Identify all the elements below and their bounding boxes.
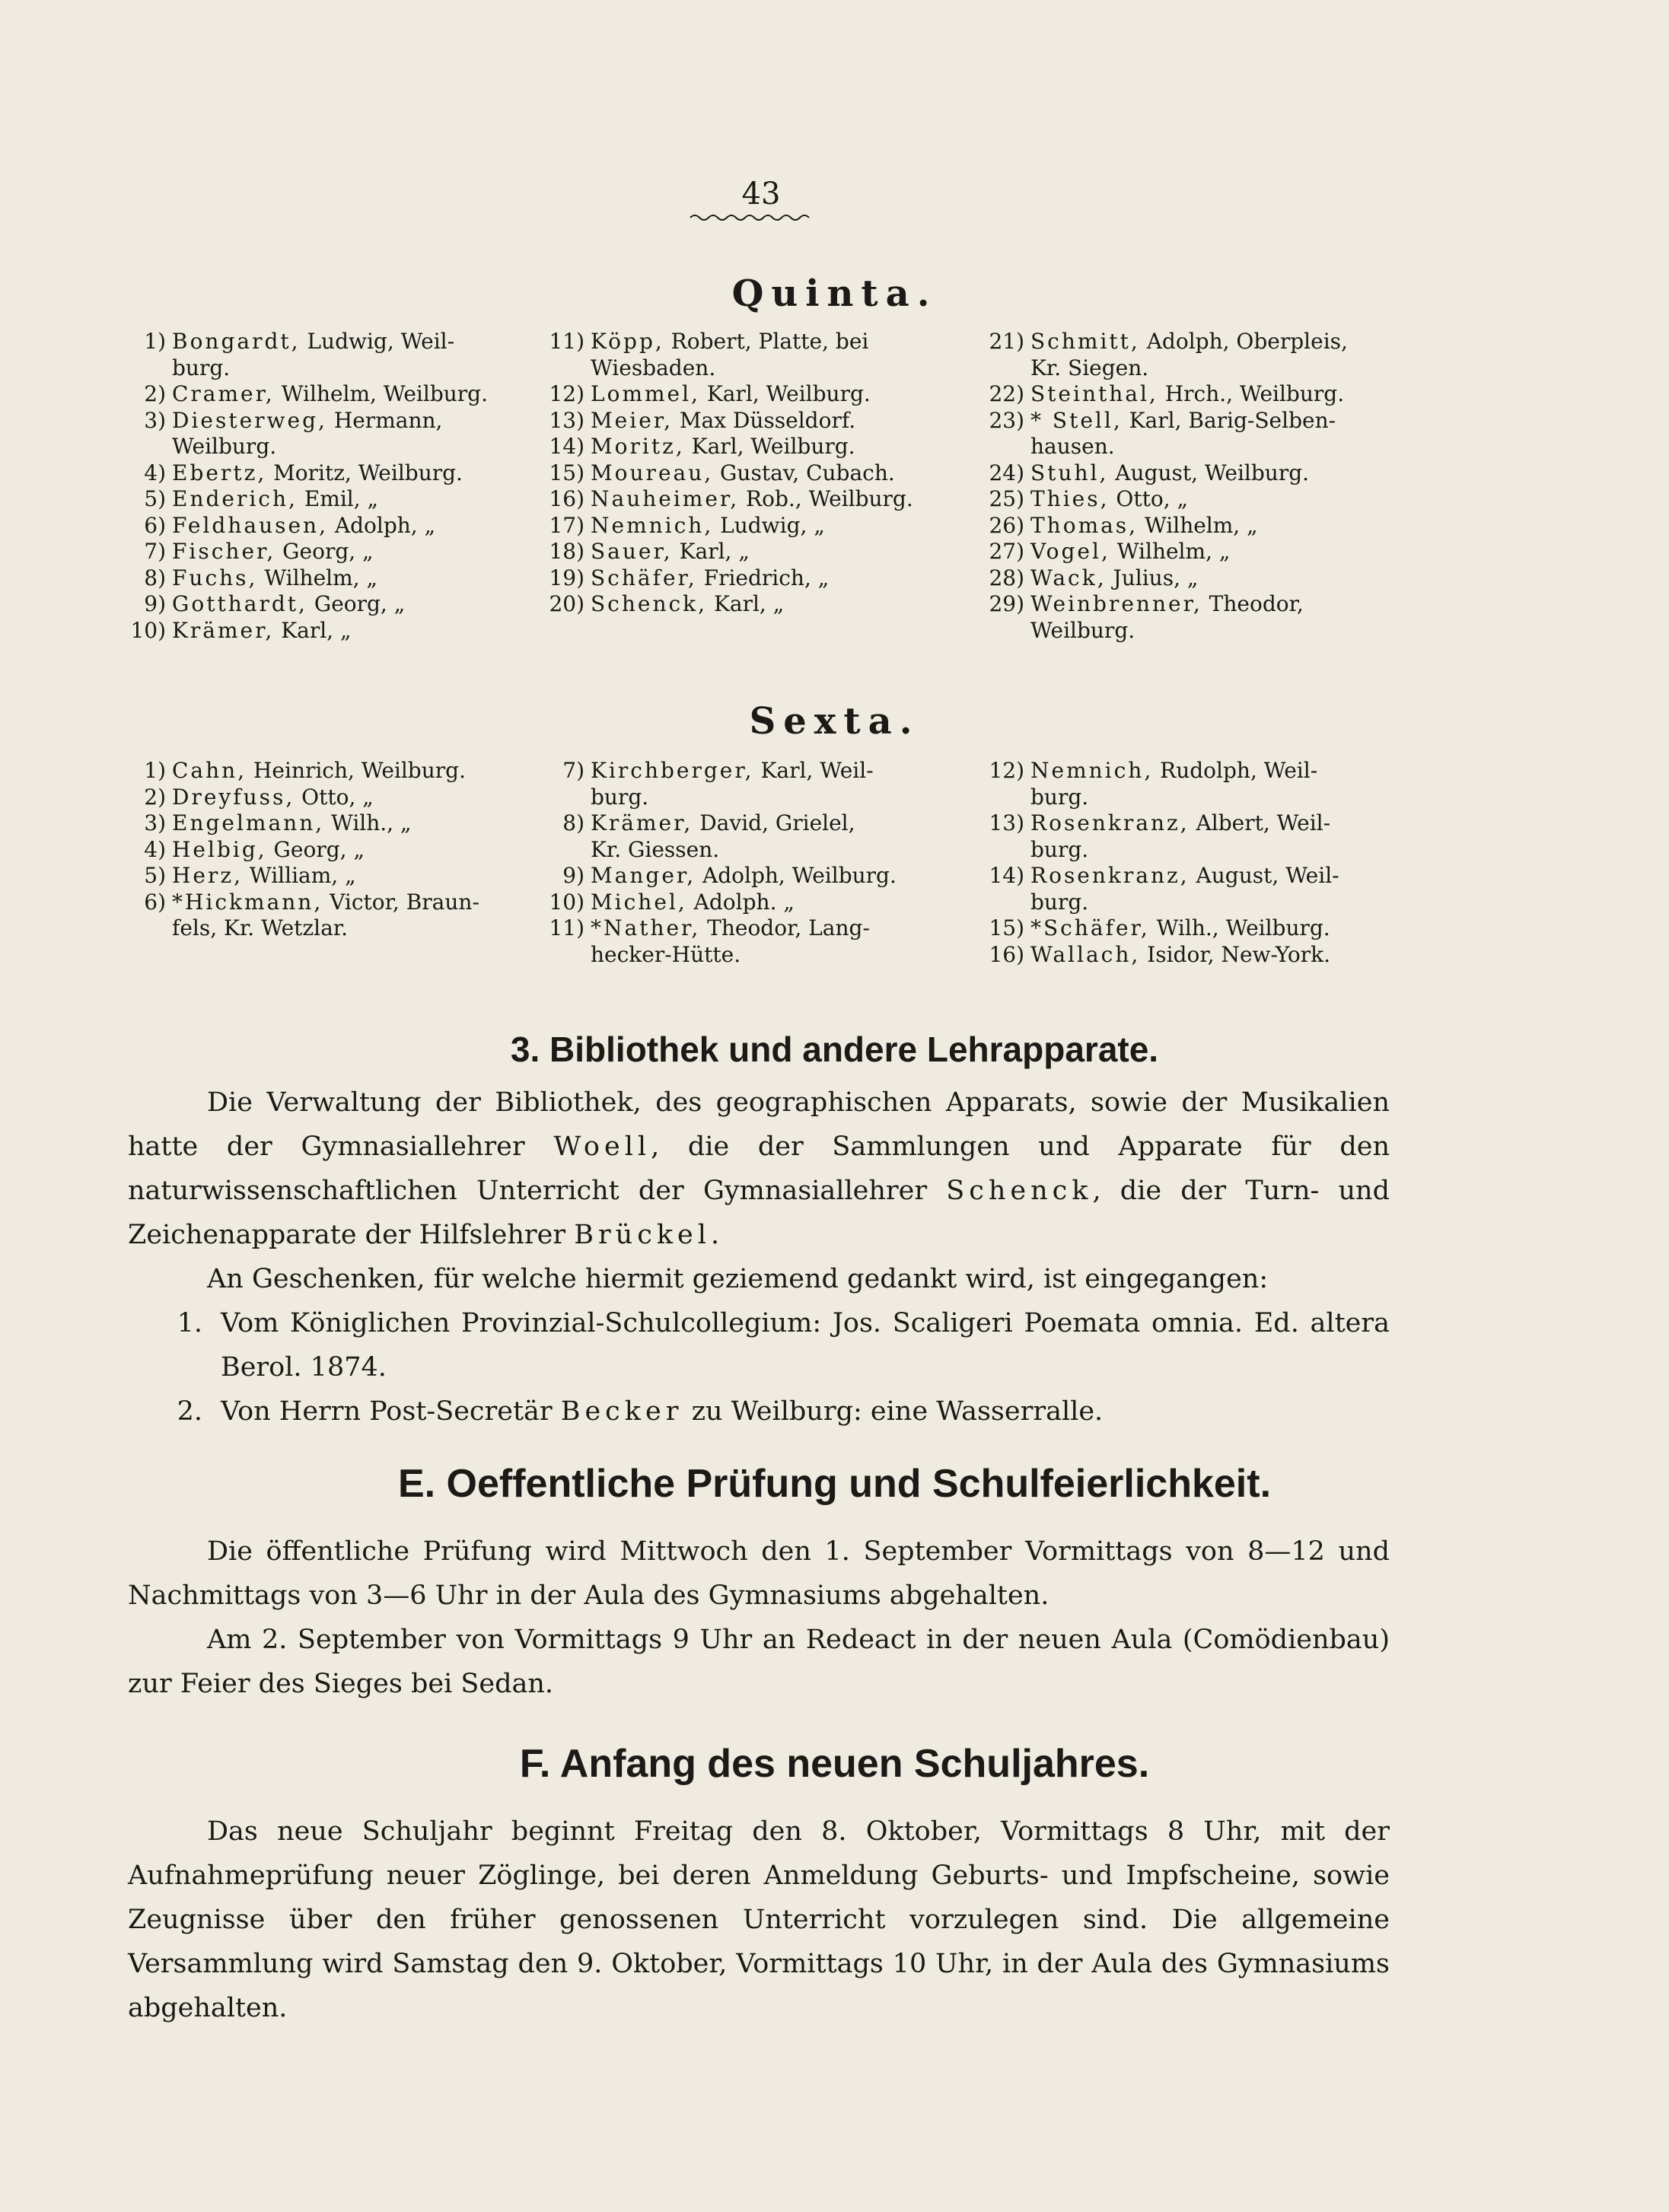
entry-number: 3) [144,407,166,433]
student-entry [114,837,540,864]
student-surname: *Nather, [591,915,701,940]
entry-number: 8) [562,810,584,835]
student-surname: Cramer, [172,381,275,406]
page-number: 43 [741,177,781,212]
student-entry [973,381,1399,408]
student-surname: *Hickmann, [172,889,323,915]
student-details-continued: burg. [1030,836,1089,862]
student-details: Friedrich, „ [696,565,830,590]
student-surname: Schenck, [591,591,708,616]
student-entry [533,591,959,618]
entry-number: 15) [989,915,1024,940]
student-details: Karl, Weil- [753,758,874,783]
entry-number: 16) [989,941,1024,967]
entry-number: 28) [989,565,1024,590]
sexta-title: Sexta. [749,700,920,743]
student-entry [114,810,540,837]
student-entry [973,591,1399,644]
student-details: Max Düsseldorf. [672,407,856,433]
student-entry [973,539,1399,565]
section-e-paragraph-1: Die öffentliche Prüfung wird Mittwoch den 1. September Vormittags von 8—12 und Nachmittags von 3—6 Uhr in der Aula des Gymnasiums abgehalten. [128,1536,1390,1611]
entry-number: 3) [144,810,166,835]
entry-number: 12) [989,758,1024,783]
student-entry [973,863,1399,915]
student-entry [114,460,540,487]
student-details-continued: Weilburg. [172,434,277,459]
student-surname: Weinbrenner, [1030,591,1202,616]
entry-number: 29) [989,591,1024,616]
student-surname: Ebertz, [172,460,267,485]
student-surname: Schäfer, [591,565,697,590]
entry-number: 19) [549,565,584,590]
entry-number: 26) [989,512,1024,538]
student-entry [114,539,540,565]
entry-number: 22) [989,381,1024,406]
entry-number: 6) [144,889,166,915]
student-surname: Moritz, [591,434,685,459]
gift-item-1: 1. Vom Königlichen Provinzial-Schulcollegium: Jos. Scaligeri Poemata omnia. Ed. altera Berol. 1874. [177,1308,1390,1383]
entry-number: 16) [549,486,584,511]
student-entry [114,408,540,460]
student-surname: Herz, [172,863,244,888]
entry-number: 10) [549,889,584,915]
student-details-continued: Weilburg. [1030,617,1135,643]
student-details: Ludwig, Weil- [300,329,455,354]
student-surname: Vogel, [1030,539,1110,564]
entry-number: 6) [144,512,166,538]
section-e-heading: E. Oeffentliche Prüfung und Schulfeierlichkeit. [397,1462,1272,1506]
student-surname: Gotthardt, [172,591,307,616]
student-entry [114,565,540,592]
entry-number: 14) [989,863,1024,888]
student-surname: Thies, [1030,486,1110,511]
entry-number: 1) [144,758,166,783]
student-surname: Fuchs, [172,565,258,590]
student-entry [114,890,540,942]
student-details: Heinrich, Weilburg. [247,758,466,783]
student-details: Adolph. „ [686,889,795,915]
entry-number: 15) [549,460,584,485]
student-entry [533,434,959,460]
student-surname: Nauheimer, [591,486,740,511]
student-surname: Schmitt, [1030,329,1140,354]
student-entry [114,486,540,513]
student-details: Robert, Platte, bei [664,329,869,354]
student-details-continued: burg. [172,355,231,380]
student-surname: Engelmann, [172,810,325,835]
sexta-column-1 [114,758,540,942]
student-details: Wilhelm, Weilburg. [274,381,488,406]
student-surname: Enderich, [172,486,298,511]
student-surname: Nemnich, [591,512,714,538]
entry-number: 10) [130,617,166,643]
sexta-column-3 [973,758,1399,968]
student-entry [973,460,1399,487]
entry-number: 12) [549,381,584,406]
student-surname: Rosenkranz, [1030,810,1190,835]
student-entry [533,758,959,810]
quinta-title: Quinta. [731,272,938,315]
student-details: Hrch., Weilburg. [1158,381,1345,406]
entry-number: 5) [144,486,166,511]
student-details: Theodor, Lang- [700,915,870,940]
student-surname: Michel, [591,889,687,915]
student-details-continued: Kr. Giessen. [591,836,720,862]
student-surname: Meier, [591,407,673,433]
entry-number: 2) [144,381,166,406]
student-entry [114,785,540,811]
section-f-body [128,1809,1390,2030]
student-surname: Cahn, [172,758,247,783]
student-entry [533,890,959,916]
student-details: Adolph, Oberpleis, [1139,329,1348,354]
student-details: Karl, „ [274,617,352,643]
ornament-rule [689,212,811,224]
student-entry [533,460,959,487]
entry-number: 8) [144,565,166,590]
student-surname: Feldhausen, [172,512,328,538]
student-entry [533,408,959,434]
section-3-paragraph-2: An Geschenken, für welche hiermit geziemend gedankt wird, ist eingegangen: [207,1264,1269,1294]
student-details-continued: burg. [1030,889,1089,915]
gift-item-2: 2. Von Herrn Post-Secretär Becker zu Weilburg: eine Wasserralle. [177,1396,1104,1427]
student-surname: Sauer, [591,539,673,564]
student-details: Moritz, Weilburg. [266,460,463,485]
student-details: August, Weilburg. [1108,460,1310,485]
section-e-paragraph-2: Am 2. September von Vormittags 9 Uhr an Redeact in der neuen Aula (Comödienbau) zur Feier des Sieges bei Sedan. [128,1625,1390,1699]
student-surname: Kirchberger, [591,758,754,783]
entry-number: 13) [549,407,584,433]
section-3-paragraph-1: Die Verwaltung der Bibliothek, des geographischen Apparats, sowie der Musikalien hatte der Gymnasiallehrer Woell, die der Sammlungen und Apparate für den naturwissenschaftlichen Unterricht der Gymnasiallehrer Schenck, die der Turn- und Zeichenapparate der Hilfslehrer Brückel. [128,1087,1390,1250]
entry-number: 4) [144,836,166,862]
student-surname: Krämer, [591,810,693,835]
student-details: Ludwig, „ [713,512,825,538]
student-details: Georg, „ [307,591,406,616]
student-entry [114,513,540,539]
student-entry [533,565,959,592]
student-details: Victor, Braun- [323,889,479,915]
entry-number: 2) [144,784,166,810]
student-surname: Bongardt, [172,329,301,354]
entry-number: 20) [549,591,584,616]
student-details: Wilhelm, „ [1138,512,1258,538]
student-details-continued: Wiesbaden. [591,355,716,380]
student-details: Georg, „ [276,539,374,564]
section-3-heading: 3. Bibliothek und andere Lehrapparate. [510,1030,1159,1069]
student-entry [973,408,1399,460]
student-details: Adolph, Weilburg. [696,863,897,888]
student-details: Adolph, „ [327,512,436,538]
student-details: Wilhelm, „ [257,565,377,590]
student-surname: Wack, [1030,565,1107,590]
entry-number: 17) [549,512,584,538]
student-entry [114,758,540,785]
section-3-body [128,1081,1390,1434]
entry-number: 9) [562,863,584,888]
student-entry [533,863,959,890]
student-surname: Helbig, [172,836,267,862]
student-details: Emil, „ [297,486,379,511]
student-details: Karl, Barig-Selben- [1122,407,1336,433]
student-details: Theodor, [1202,591,1304,616]
student-surname: Dreyfuss, [172,784,295,810]
student-details-continued: Kr. Siegen. [1030,355,1149,380]
section-f-paragraph-1: Das neue Schuljahr beginnt Freitag den 8. Oktober, Vormittags 8 Uhr, mit der Aufnahmeprüfung neuer Zöglinge, bei deren Anmeldung Geburts- und Impfscheine, sowie Zeugnisse über den früher genossenen Unterricht vorzulegen sind. Die allgemeine Versammlung wird Samstag den 9. Oktober, Vormittags 10 Uhr, in der Aula des Gymnasiums abgehalten. [128,1816,1390,2023]
sexta-column-2 [533,758,959,968]
student-details: Otto, „ [1109,486,1189,511]
student-entry [973,810,1399,863]
student-details: Julius, „ [1106,565,1199,590]
student-surname: Rosenkranz, [1030,863,1190,888]
entry-number: 14) [549,434,584,459]
student-details: Karl, „ [672,539,750,564]
student-details: William, „ [243,863,356,888]
entry-number: 4) [144,460,166,485]
entry-number: 23) [989,407,1024,433]
student-surname: Wallach, [1030,941,1141,967]
entry-number: 27) [989,539,1024,564]
student-details: Wilhelm, „ [1110,539,1231,564]
student-surname: Köpp, [591,329,664,354]
student-surname: Nemnich, [1030,758,1154,783]
entry-number: 25) [989,486,1024,511]
student-surname: * Stell, [1030,407,1123,433]
quinta-column-3 [973,329,1399,644]
student-details: Wilh., „ [324,810,412,835]
student-surname: Thomas, [1030,512,1139,538]
section-e-body [128,1529,1390,1706]
student-details: Hermann, [326,407,443,433]
student-entry [533,915,959,968]
student-surname: Steinthal, [1030,381,1158,406]
student-details: Otto, „ [295,784,374,810]
student-surname: Moureau, [591,460,714,485]
student-entry [973,758,1399,810]
student-details: Georg, „ [266,836,365,862]
student-surname: Diesterweg, [172,407,327,433]
student-details: Rob., Weilburg. [739,486,913,511]
student-details-continued: burg. [1030,784,1089,810]
student-surname: *Schäfer, [1030,915,1150,940]
student-entry [533,329,959,381]
student-entry [533,810,959,863]
student-entry [533,513,959,539]
student-entry [114,618,540,645]
entry-number: 24) [989,460,1024,485]
student-entry [114,381,540,408]
student-surname: Krämer, [172,617,275,643]
student-surname: Manger, [591,863,696,888]
student-entry [973,915,1399,942]
entry-number: 11) [549,915,584,940]
student-entry [973,486,1399,513]
entry-number: 1) [144,329,166,354]
student-entry [533,381,959,408]
student-details: Gustav, Cubach. [713,460,895,485]
quinta-column-2 [533,329,959,618]
student-entry [114,863,540,890]
student-details: David, Grielel, [693,810,855,835]
student-entry [533,486,959,513]
student-entry [533,539,959,565]
student-entry [973,513,1399,539]
student-details: Karl, Weilburg. [684,434,855,459]
entry-number: 7) [144,539,166,564]
section-f-heading: F. Anfang des neuen Schuljahres. [519,1742,1150,1786]
student-entry [114,329,540,381]
student-entry [973,565,1399,592]
quinta-column-1 [114,329,540,644]
student-details: Wilh., Weilburg. [1149,915,1330,940]
entry-number: 7) [562,758,584,783]
student-details: Rudolph, Weil- [1153,758,1318,783]
student-details: Karl, Weilburg. [699,381,871,406]
student-details: Isidor, New-York. [1140,941,1331,967]
student-entry [973,942,1399,969]
entry-number: 13) [989,810,1024,835]
entry-number: 21) [989,329,1024,354]
student-surname: Stuhl, [1030,460,1109,485]
entry-number: 11) [549,329,584,354]
student-surname: Fischer, [172,539,276,564]
entry-number: 18) [549,539,584,564]
student-entry [973,329,1399,381]
student-details: August, Weil- [1189,863,1339,888]
student-details-continued: hecker-Hütte. [591,941,741,967]
entry-number: 5) [144,863,166,888]
entry-number: 9) [144,591,166,616]
student-details: Albert, Weil- [1189,810,1331,835]
student-details-continued: fels, Kr. Wetzlar. [172,915,349,940]
student-details: Karl, „ [707,591,785,616]
student-surname: Lommel, [591,381,700,406]
student-entry [114,591,540,618]
student-details-continued: burg. [591,784,649,810]
student-details-continued: hausen. [1030,434,1115,459]
